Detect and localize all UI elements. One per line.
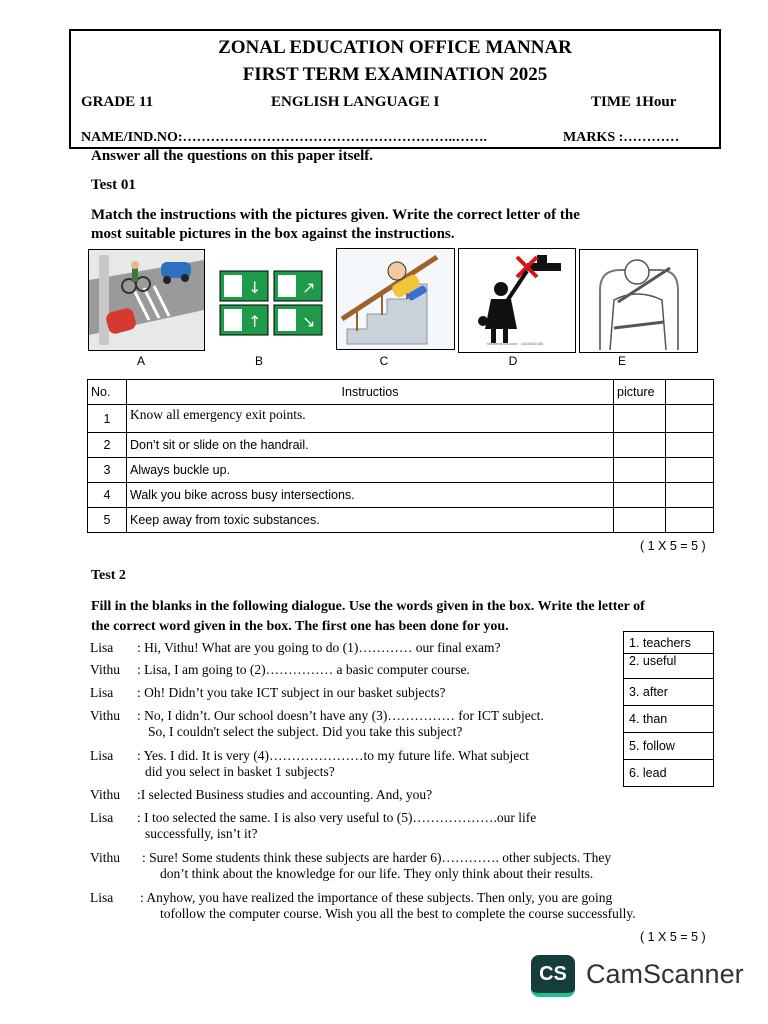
word-item: 5. follow xyxy=(624,733,714,760)
child-on-handrail-illustration xyxy=(337,249,454,349)
grade-label: GRADE 11 xyxy=(81,94,154,110)
table-row xyxy=(88,458,714,483)
test2-instruction-line2: the correct word given in the box. The first one has been done for you. xyxy=(91,619,509,634)
word-item: 4. than xyxy=(624,706,714,733)
row-text: Know all emergency exit points. xyxy=(127,405,614,433)
word-box xyxy=(623,631,714,787)
dialogue-line: : Lisa, I am going to (2)…………… a basic computer course. xyxy=(137,662,470,677)
blank-cell xyxy=(666,433,714,458)
picture-label-d: D xyxy=(508,354,518,368)
blank-cell xyxy=(666,508,714,533)
speaker-name: Lisa xyxy=(90,640,114,655)
picture-d xyxy=(458,248,576,353)
test2-title: Test 2 xyxy=(91,568,126,583)
buckle-up-illustration xyxy=(580,250,697,352)
row-no: 4 xyxy=(88,483,127,508)
speaker-name: Vithu xyxy=(90,708,120,723)
test2-instruction-line1: Fill in the blanks in the following dialogue. Use the words given in the box. Write the letter of xyxy=(91,599,645,614)
instructions-table xyxy=(87,379,714,533)
table-header-row xyxy=(88,380,714,405)
svg-text:↑: ↑ xyxy=(248,312,262,331)
subject-label: ENGLISH LANGUAGE I xyxy=(271,94,440,110)
table-row xyxy=(88,405,714,433)
word-item: 2. useful xyxy=(624,654,714,679)
svg-text:↓: ↓ xyxy=(248,278,262,297)
exam-title: FIRST TERM EXAMINATION 2025 xyxy=(242,64,548,85)
svg-text:↗: ↗ xyxy=(302,278,316,297)
answer-cell[interactable] xyxy=(614,458,666,483)
word-item: 6. lead xyxy=(624,760,714,787)
dialogue-line: : No, I didn’t. Our school doesn’t have any (3)…………… for ICT subject. xyxy=(137,708,544,723)
speaker-name: Lisa xyxy=(90,890,114,905)
picture-label-e: E xyxy=(617,354,626,368)
header-blank xyxy=(666,380,714,405)
test1-marks: ( 1 X 5 = 5 ) xyxy=(640,539,706,553)
answer-cell[interactable] xyxy=(614,433,666,458)
header-no: No. xyxy=(88,380,127,405)
word-item: 1. teachers xyxy=(624,632,714,654)
picture-label-c: C xyxy=(379,354,389,368)
row-no: 5 xyxy=(88,508,127,533)
blank-cell xyxy=(666,483,714,508)
answer-cell[interactable] xyxy=(614,405,666,433)
main-instruction: Answer all the questions on this paper itself. xyxy=(91,148,373,164)
table-row xyxy=(88,508,714,533)
row-text: Walk you bike across busy intersections. xyxy=(127,483,614,508)
test1-instruction-line2: most suitable pictures in the box against the instructions. xyxy=(91,226,455,242)
dialogue-line: : Sure! Some students think these subjects are harder 6)…………. other subjects. They xyxy=(142,850,612,865)
speaker-name: Lisa xyxy=(90,748,114,763)
table-row xyxy=(88,433,714,458)
blank-cell xyxy=(666,458,714,483)
logo-text: CS xyxy=(539,963,567,985)
row-text: Don’t sit or slide on the handrail. xyxy=(127,433,614,458)
header-box xyxy=(69,29,721,149)
row-text: Keep away from toxic substances. xyxy=(127,508,614,533)
time-label: TIME 1Hour xyxy=(591,94,677,110)
traffic-intersection-illustration xyxy=(89,250,204,350)
name-field: NAME/IND.NO:…………………………………………………..……. xyxy=(81,130,487,145)
picture-label-b: B xyxy=(254,354,263,368)
dialogue-line: tofollow the computer course. Wish you all the best to complete the course successfully. xyxy=(160,906,636,921)
speaker-name: Vithu xyxy=(90,662,120,677)
test2-marks: ( 1 X 5 = 5 ) xyxy=(640,930,706,944)
camscanner-brand: CamScanner xyxy=(586,959,744,989)
dialogue-line: : Anyhow, you have realized the importance of these subjects. Then only, you are going xyxy=(140,890,613,905)
answer-cell[interactable] xyxy=(614,508,666,533)
dialogue-line: : Hi, Vithu! What are you going to do (1)………… our final exam? xyxy=(137,640,501,655)
dialogue-line: successfully, isn’t it? xyxy=(145,826,258,841)
dialogue-line: : I too selected the same. I is also very useful to (5)……………….our life xyxy=(137,810,537,825)
picture-a xyxy=(88,249,205,351)
dialogue-line: So, I couldn't select the subject. Did you take this subject? xyxy=(148,724,463,739)
header-picture: picture xyxy=(614,380,666,405)
word-item: 3. after xyxy=(624,679,714,706)
child-reaching-toxic-bottle-illustration xyxy=(459,249,575,352)
speaker-name: Vithu xyxy=(90,787,120,802)
blank-cell xyxy=(666,405,714,433)
svg-text:↘: ↘ xyxy=(302,312,316,331)
dialogue-line: : Yes. I did. It is very (4)…………………to my future life. What subject xyxy=(137,748,529,763)
test1-instruction xyxy=(91,206,731,244)
answer-cell[interactable] xyxy=(614,483,666,508)
test1-title: Test 01 xyxy=(91,177,136,193)
speaker-name: Lisa xyxy=(90,685,114,700)
picture-label-a: A xyxy=(136,354,145,368)
table-row xyxy=(88,483,714,508)
picture-c xyxy=(336,248,455,350)
dialogue-line: : Oh! Didn’t you take ICT subject in our basket subjects? xyxy=(137,685,446,700)
row-text: Always buckle up. xyxy=(127,458,614,483)
camscanner-logo-icon xyxy=(531,955,575,997)
dialogue-line: don’t think about the knowledge for our life. They only think about their results. xyxy=(160,866,594,881)
speaker-name: Lisa xyxy=(90,810,114,825)
stock-caption: shutterstock.com · 1454810180 xyxy=(487,341,544,346)
row-no: 3 xyxy=(88,458,127,483)
office-title: ZONAL EDUCATION OFFICE MANNAR xyxy=(218,37,572,58)
row-no: 1 xyxy=(88,405,127,433)
picture-e xyxy=(579,249,698,353)
row-no: 2 xyxy=(88,433,127,458)
dialogue-line: :I selected Business studies and accounting. And, you? xyxy=(137,787,433,802)
marks-field: MARKS :………… xyxy=(563,130,680,145)
header-instruction: Instructios xyxy=(127,380,614,405)
speaker-name: Vithu xyxy=(90,850,120,865)
picture-b xyxy=(214,251,329,349)
test1-instruction-line1: Match the instructions with the pictures given. Write the correct letter of the xyxy=(91,207,580,223)
dialogue-line: did you select in basket 1 subjects? xyxy=(145,764,335,779)
emergency-exit-signs-illustration xyxy=(214,251,329,349)
